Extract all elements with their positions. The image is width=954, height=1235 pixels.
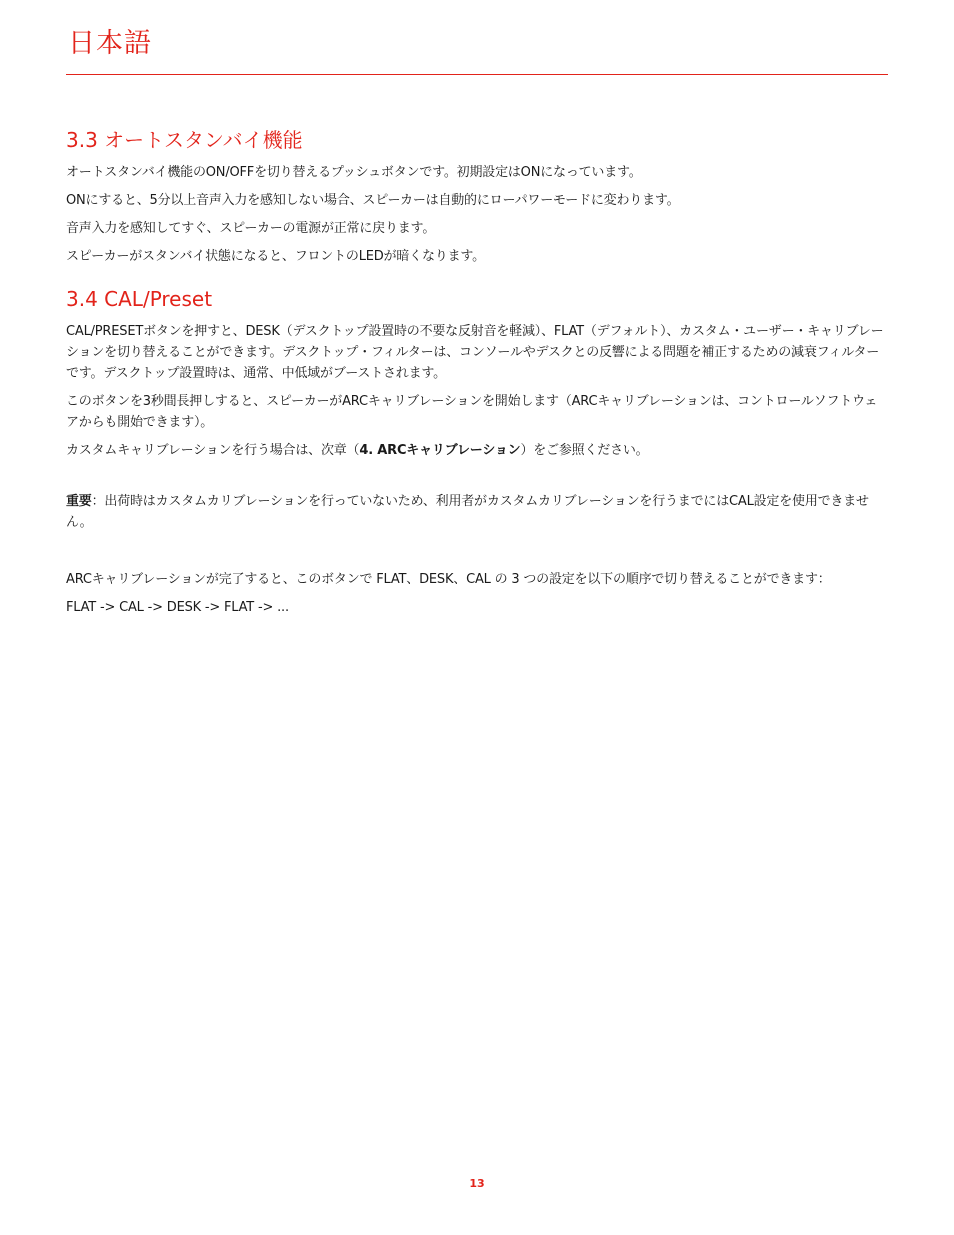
important-text: ：出荷時はカスタムカリブレーションを行っていないため、利用者がカスタムカリブレーションを行うまでにはCAL設定を使用できません。 (66, 494, 869, 530)
paragraph: CAL/PRESETボタンを押すと、DESK（デスクトップ設置時の不要な反射音を軽減）、FLAT（デフォルト）、カスタム・ユーザー・キャリブレーションを切り替えることができます。デスクトップ・フィルターは、コンソールやデスクとの反響による問題を補正するための減衰フィルターです。デスクトップ設置時は、通常、中低域がブーストされます。 (66, 324, 884, 381)
section-title: 3.4 CAL/Preset (66, 287, 213, 311)
paragraph: 音声入力を感知してすぐ、スピーカーの電源が正常に戻ります。 (66, 221, 436, 236)
reference-paragraph (66, 440, 888, 461)
reference-text-after: ）をご参照ください。 (520, 443, 649, 458)
paragraph: このボタンを3秒間長押しすると、スピーカーがARCキャリブレーションを開始します（ARCキャリブレーションは、コントロールソフトウェアからも開始できます）。 (66, 394, 878, 430)
document-body (66, 126, 888, 625)
cycle-note: ARCキャリブレーションが完了すると、このボタンで FLAT、DESK、CAL の 3 つの設定を以下の順序で切り替えることができます： (66, 572, 831, 587)
section-auto-standby (66, 126, 888, 267)
important-note (66, 491, 888, 533)
paragraph: スピーカーがスタンバイ状態になると、フロントのLEDが暗くなります。 (66, 249, 485, 264)
chapter-reference: 4. ARCキャリブレーション (359, 443, 521, 458)
section-cal-preset (66, 285, 888, 618)
page-header (66, 24, 888, 75)
important-label: 重要 (66, 494, 92, 509)
reference-text-before: カスタムキャリブレーションを行う場合は、次章（ (66, 443, 360, 458)
section-title: 3.3 オートスタンバイ機能 (66, 128, 303, 152)
page-number: 13 (469, 1177, 485, 1190)
paragraph: オートスタンバイ機能のON/OFFを切り替えるプッシュボタンです。初期設定はONになっています。 (66, 165, 642, 180)
cycle-sequence: FLAT -> CAL -> DESK -> FLAT -> ... (66, 600, 289, 615)
paragraph: ONにすると、5分以上音声入力を感知しない場合、スピーカーは自動的にローパワーモードに変わります。 (66, 193, 680, 208)
page-title: 日本語 (68, 28, 152, 59)
